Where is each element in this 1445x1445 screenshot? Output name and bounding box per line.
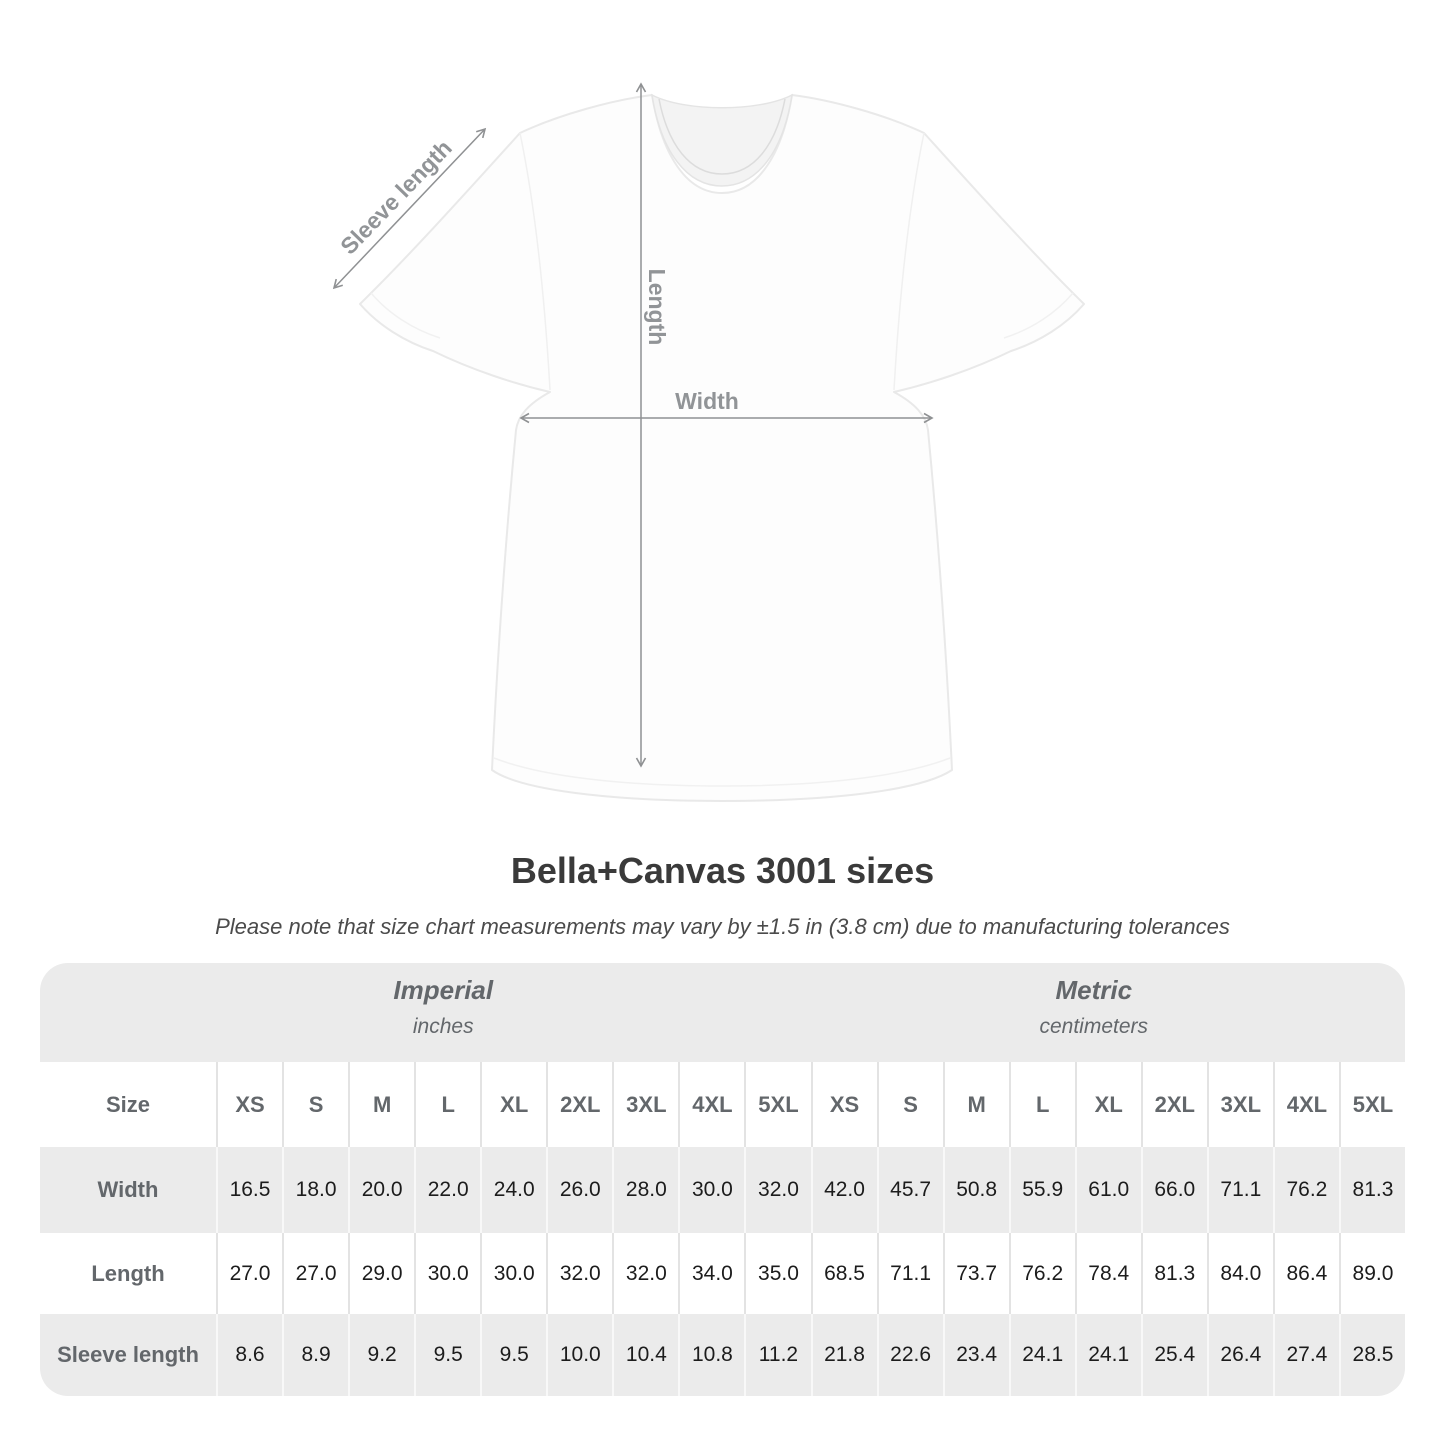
value-length-imperial-3xl: 32.0 (612, 1233, 678, 1314)
value-sleeve-length-metric-l: 24.1 (1009, 1314, 1075, 1396)
value-length-metric-xl: 78.4 (1075, 1233, 1141, 1314)
row-label-width: Width (40, 1147, 216, 1233)
size-header-metric-s: S (877, 1062, 943, 1147)
value-length-metric-3xl: 84.0 (1207, 1233, 1273, 1314)
size-header-metric-2xl: 2XL (1141, 1062, 1207, 1147)
metric-title: Metric (1055, 974, 1133, 1005)
width-label: Width (675, 388, 739, 414)
sleeve-length-label: Sleeve length (335, 134, 457, 260)
value-sleeve-length-imperial-xl: 9.5 (480, 1314, 546, 1396)
value-width-imperial-xs: 16.5 (216, 1147, 282, 1233)
value-sleeve-length-metric-2xl: 25.4 (1141, 1314, 1207, 1396)
value-sleeve-length-metric-5xl: 28.5 (1339, 1314, 1405, 1396)
value-length-imperial-4xl: 34.0 (678, 1233, 744, 1314)
size-header-metric-xs: XS (811, 1062, 877, 1147)
value-width-imperial-m: 20.0 (348, 1147, 414, 1233)
value-sleeve-length-imperial-2xl: 10.0 (546, 1314, 612, 1396)
value-sleeve-length-metric-m: 23.4 (943, 1314, 1009, 1396)
value-length-metric-5xl: 89.0 (1339, 1233, 1405, 1314)
value-length-imperial-l: 30.0 (414, 1233, 480, 1314)
size-header-imperial-m: M (348, 1062, 414, 1147)
value-sleeve-length-metric-3xl: 26.4 (1207, 1314, 1273, 1396)
value-length-imperial-xs: 27.0 (216, 1233, 282, 1314)
value-width-imperial-4xl: 30.0 (678, 1147, 744, 1233)
value-width-metric-xs: 42.0 (811, 1147, 877, 1233)
value-width-metric-5xl: 81.3 (1339, 1147, 1405, 1233)
size-header-metric-xl: XL (1075, 1062, 1141, 1147)
value-width-metric-3xl: 71.1 (1207, 1147, 1273, 1233)
row-label-sleeve-length: Sleeve length (40, 1314, 216, 1396)
value-sleeve-length-metric-xl: 24.1 (1075, 1314, 1141, 1396)
value-sleeve-length-imperial-xs: 8.6 (216, 1314, 282, 1396)
value-length-imperial-s: 27.0 (282, 1233, 348, 1314)
value-length-metric-m: 73.7 (943, 1233, 1009, 1314)
value-sleeve-length-metric-4xl: 27.4 (1273, 1314, 1339, 1396)
row-label-length: Length (40, 1233, 216, 1314)
size-header-metric-l: L (1009, 1062, 1075, 1147)
imperial-section-header (40, 963, 811, 1062)
size-header-imperial-5xl: 5XL (744, 1062, 810, 1147)
size-header-metric-5xl: 5XL (1339, 1062, 1405, 1147)
value-width-imperial-5xl: 32.0 (744, 1147, 810, 1233)
size-column-header: Size (40, 1062, 216, 1147)
size-header-imperial-l: L (414, 1062, 480, 1147)
value-sleeve-length-metric-s: 22.6 (877, 1314, 943, 1396)
size-header-imperial-xs: XS (216, 1062, 282, 1147)
metric-section-header (811, 963, 1406, 1062)
value-width-imperial-l: 22.0 (414, 1147, 480, 1233)
page-title: Bella+Canvas 3001 sizes (510, 850, 935, 891)
value-width-metric-2xl: 66.0 (1141, 1147, 1207, 1233)
value-length-imperial-5xl: 35.0 (744, 1233, 810, 1314)
value-sleeve-length-imperial-l: 9.5 (414, 1314, 480, 1396)
size-header-imperial-xl: XL (480, 1062, 546, 1147)
length-label: Length (644, 268, 670, 346)
size-header-imperial-2xl: 2XL (546, 1062, 612, 1147)
metric-unit: centimeters (1039, 1014, 1149, 1038)
value-length-metric-2xl: 81.3 (1141, 1233, 1207, 1314)
value-length-imperial-2xl: 32.0 (546, 1233, 612, 1314)
size-header-imperial-s: S (282, 1062, 348, 1147)
value-length-metric-s: 71.1 (877, 1233, 943, 1314)
tshirt-image (360, 95, 1084, 801)
value-length-metric-4xl: 86.4 (1273, 1233, 1339, 1314)
value-width-imperial-3xl: 28.0 (612, 1147, 678, 1233)
value-width-metric-m: 50.8 (943, 1147, 1009, 1233)
size-header-metric-4xl: 4XL (1273, 1062, 1339, 1147)
value-sleeve-length-imperial-s: 8.9 (282, 1314, 348, 1396)
size-table (40, 963, 1405, 1396)
value-width-imperial-s: 18.0 (282, 1147, 348, 1233)
value-sleeve-length-imperial-3xl: 10.4 (612, 1314, 678, 1396)
value-sleeve-length-imperial-m: 9.2 (348, 1314, 414, 1396)
value-width-imperial-xl: 24.0 (480, 1147, 546, 1233)
value-length-metric-xs: 68.5 (811, 1233, 877, 1314)
imperial-unit: inches (412, 1014, 474, 1038)
size-header-metric-3xl: 3XL (1207, 1062, 1273, 1147)
value-width-imperial-2xl: 26.0 (546, 1147, 612, 1233)
value-sleeve-length-metric-xs: 21.8 (811, 1314, 877, 1396)
value-length-imperial-xl: 30.0 (480, 1233, 546, 1314)
size-header-metric-m: M (943, 1062, 1009, 1147)
imperial-title: Imperial (393, 974, 494, 1005)
value-width-metric-l: 55.9 (1009, 1147, 1075, 1233)
value-length-metric-l: 76.2 (1009, 1233, 1075, 1314)
value-width-metric-xl: 61.0 (1075, 1147, 1141, 1233)
tolerance-note: Please note that size chart measurements may vary by ±1.5 in (3.8 cm) due to manufacturing tolerances (215, 914, 1230, 939)
value-width-metric-s: 45.7 (877, 1147, 943, 1233)
value-length-imperial-m: 29.0 (348, 1233, 414, 1314)
value-sleeve-length-imperial-5xl: 11.2 (744, 1314, 810, 1396)
size-header-imperial-3xl: 3XL (612, 1062, 678, 1147)
value-width-metric-4xl: 76.2 (1273, 1147, 1339, 1233)
size-header-imperial-4xl: 4XL (678, 1062, 744, 1147)
value-sleeve-length-imperial-4xl: 10.8 (678, 1314, 744, 1396)
